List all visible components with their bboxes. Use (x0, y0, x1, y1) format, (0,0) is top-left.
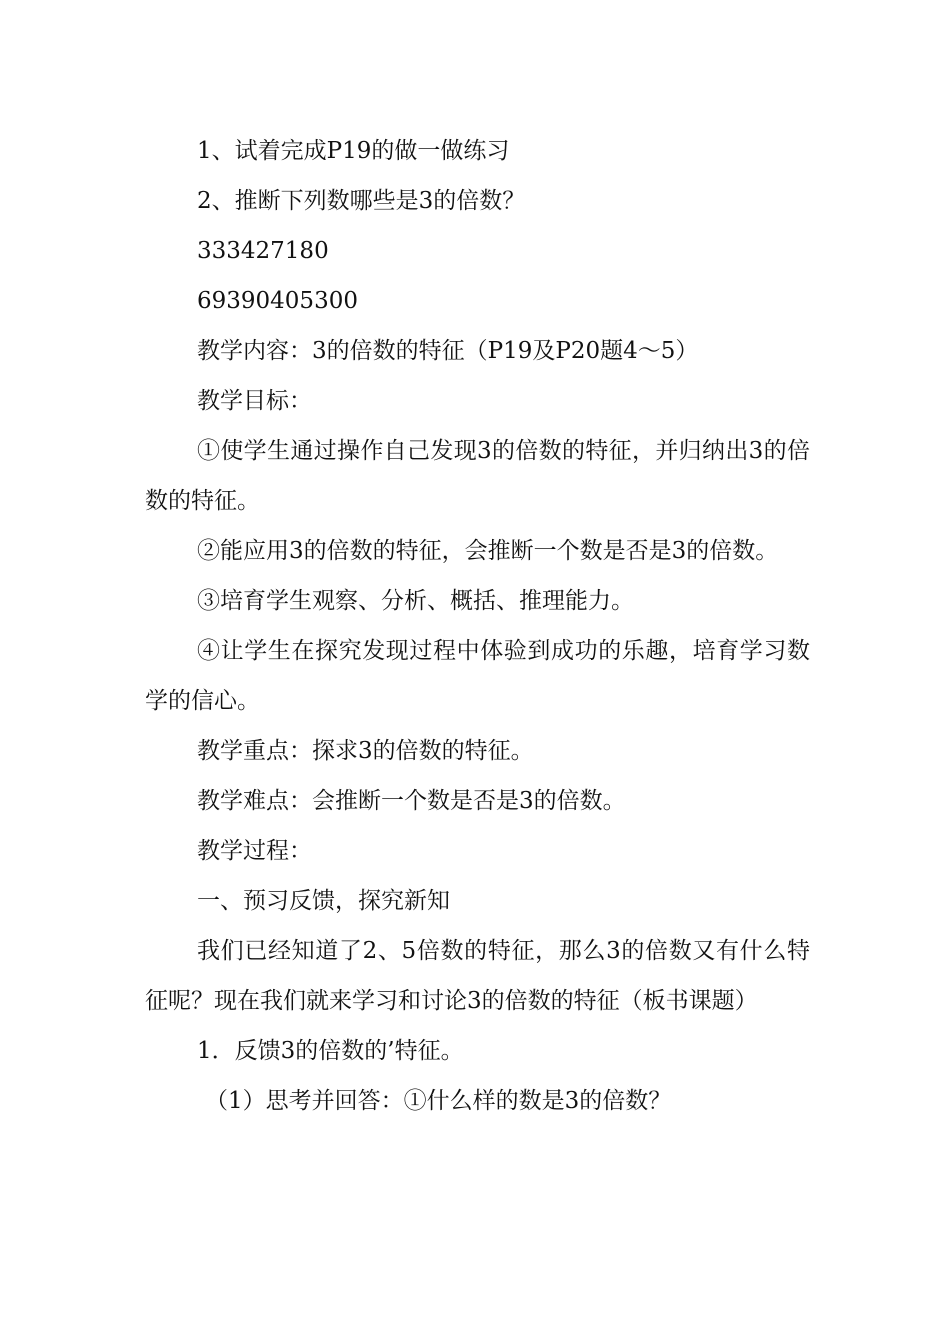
exercise-item-1: 1、试着完成P19的做一做练习 (197, 138, 510, 164)
goal-2: ②能应用3的倍数的特征，会推断一个数是否是3的倍数。 (197, 538, 779, 564)
step-1-heading: 1．反馈3的倍数的’特征。 (197, 1038, 464, 1064)
document-body (145, 126, 810, 1126)
goal-3: ③培育学生观察、分析、概括、推理能力。 (197, 588, 634, 614)
step-1-question: （1）思考并回答：①什么样的数是3的倍数？ (205, 1088, 672, 1114)
teaching-difficulty: 教学难点：会推断一个数是否是3的倍数。 (197, 788, 626, 814)
goal-4: ④让学生在探究发现过程中体验到成功的乐趣，培育学习数学的信心。 (145, 638, 810, 714)
teaching-goals-heading: 教学目标： (197, 388, 312, 414)
teaching-focus: 教学重点：探求3的倍数的特征。 (197, 738, 534, 764)
number-list-1: 333427180 (197, 238, 329, 264)
goal-1: ①使学生通过操作自己发现3的倍数的特征，并归纳出3的倍数的特征。 (145, 438, 810, 514)
number-list-2: 69390405300 (197, 288, 358, 314)
teaching-content: 教学内容：3的倍数的特征（P19及P20题4～5） (197, 338, 699, 364)
exercise-item-2: 2、推断下列数哪些是3的倍数？ (197, 188, 526, 214)
teaching-process-heading: 教学过程： (197, 838, 312, 864)
intro-paragraph: 我们已经知道了2、5倍数的特征，那么3的倍数又有什么特征呢？现在我们就来学习和讨论3的倍数的特征（板书课题） (145, 938, 810, 1014)
section-1-heading: 一、预习反馈，探究新知 (197, 888, 450, 914)
